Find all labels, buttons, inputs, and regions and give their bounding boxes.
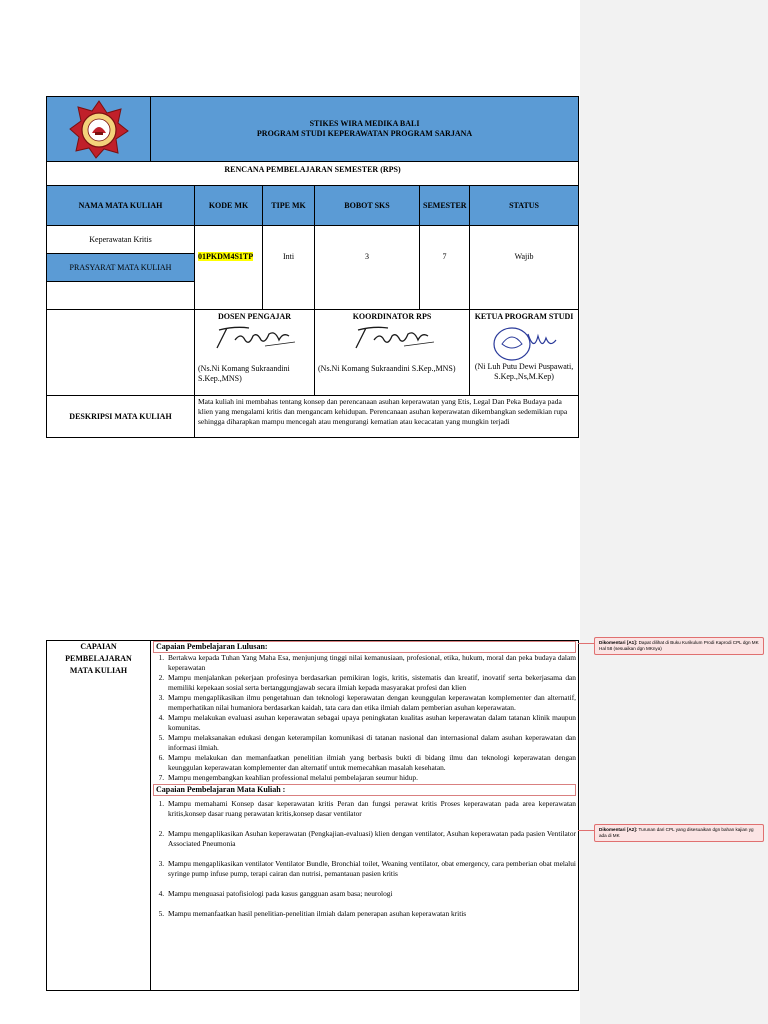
koordinator-cell [315, 310, 470, 396]
col-tipe-mk: TIPE MK [263, 186, 315, 226]
cpmk-item: 2. Mampu mengaplikasikan Asuhan keperawatan (Pengkajian-evaluasi) klien dengan ventilator, Asuhan keperawatan pada pasien Ventilator Associated Pneumonia [166, 829, 576, 849]
dosen-cell [195, 310, 315, 396]
program-name: PROGRAM STUDI KEPERAWATAN PROGRAM SARJANA [256, 129, 473, 138]
cpl-item: 6. Mampu melakukan dan memanfaatkan penelitian ilmiah yang berbasis bukti di bidang ilmu dan teknologi keperawatan dengan keunggulan keperawatan komplementer dan alternatif untuk memecahkan masalah kesehatan. [166, 753, 576, 773]
course-type: Inti [263, 226, 315, 310]
document-title: RENCANA PEMBELAJARAN SEMESTER (RPS) [47, 162, 579, 186]
ketua-name: (Ni Luh Putu Dewi Puspawati, S.Kep.,Ns,M.Kep) [474, 362, 574, 381]
cpl-item: 1. Bertakwa kepada Tuhan Yang Maha Esa, menjunjung tinggi nilai kemanusiaan, profesional, etika, hukum, moral dan peka budaya dalam keperawatan [166, 653, 576, 673]
course-code: 01PKDM4S1TP [198, 251, 254, 261]
cpl-item: 5. Mampu melaksanakan edukasi dengan keterampilan komunikasi di tatanan nasional dan internasional dalam asuhan keperawatan dan informasi ilmiah. [166, 733, 576, 753]
comment-connector-a2 [578, 830, 594, 831]
cpmk-list [153, 799, 576, 919]
cpmk-item: 5. Mampu memanfaatkan hasil penelitian-penelitian ilmiah dalam penerapan asuhan keperawatan kritis [166, 909, 576, 919]
comment-sidebar [580, 0, 768, 1024]
comment-connector-a1 [578, 643, 594, 644]
rps-header-table [46, 96, 578, 438]
dosen-name: (Ns.Ni Komang Sukraandini S.Kep.,MNS) [198, 364, 290, 383]
koordinator-name: (Ns.Ni Komang Sukraandini S.Kep.,MNS) [318, 364, 456, 373]
prasyarat-value [47, 282, 195, 310]
comment-a1-label: Dikomentari [A1]: [599, 640, 638, 645]
comment-a1-text: Dapat dilihat di Buku Kurikulum Prodi Kaprodi CPL dgn MK Hal 58 (sesuaikan dgn MKnya) [599, 640, 759, 651]
cpmk-heading: Capaian Pembelajaran Mata Kuliah : [153, 784, 576, 796]
ketua-cell [470, 310, 579, 396]
col-kode-mk: KODE MK [195, 186, 263, 226]
signature-blank [47, 310, 195, 396]
cpl-item: 2. Mampu menjalankan pekerjaan profesinya berdasarkan pemikiran logis, kritis, sistematis dan kreatif, inovatif serta bekerjasama dan memiliki kepekaan sosial serta bertanggungjawab secara ilmiah kepada masyarakat profesi dan klien [166, 673, 576, 693]
cpmk-item: 1. Mampu memahami Konsep dasar keperawatan kritis Peran dan fungsi perawat kritis Proses keperawatan pada area keperawatan kritis,konsep dasar ruang perawatan kritis,konsep dasar ventilator [166, 799, 576, 819]
comment-a1[interactable] [594, 637, 764, 655]
cpl-heading: Capaian Pembelajaran Lulusan: [153, 641, 576, 653]
institution-name: STIKES WIRA MEDIKA BALI [309, 119, 420, 128]
col-status: STATUS [470, 186, 579, 226]
koordinator-signature [342, 322, 442, 352]
course-semester: 7 [420, 226, 470, 310]
col-nama-mata-kuliah: NAMA MATA KULIAH [47, 186, 195, 226]
comment-a2[interactable] [594, 824, 764, 842]
institution-heading [151, 97, 579, 162]
capaian-content [151, 641, 579, 991]
course-name: Keperawatan Kritis [47, 226, 195, 254]
cpmk-item: 3. Mampu mengaplikasikan ventilator Ventilator Bundle, Bronchial toilet, Weaning ventilator, obat emergency, cara pemberian obat melalui syringe pump infuse pump, terapi cairan dan nutrisi, pemantauan pasien kritis [166, 859, 576, 879]
comment-a2-text: Turunan dari CPL yang disesuaikan dgn bahan kajian yg ada di MK [599, 827, 754, 838]
course-status: Wajib [470, 226, 579, 310]
cpmk-item: 4. Mampu menguasai patofisiologi pada kasus gangguan asam basa; neurologi [166, 889, 576, 899]
capaian-table [46, 640, 578, 991]
comment-a2-label: Dikomentari [A2]: [599, 827, 638, 832]
cpl-item: 7. Mampu mengembangkan keahlian professional melalui pembelajaran seumur hidup. [166, 773, 576, 783]
dosen-label: DOSEN PENGAJAR [217, 312, 292, 321]
cpl-item: 4. Mampu melakukan evaluasi asuhan keperawatan sebagai upaya peningkatan kualitas asuhan keperawatan dalam tatanan klinik maupun komunitas. [166, 713, 576, 733]
course-sks: 3 [315, 226, 420, 310]
cpl-item: 3. Mampu mengaplikasikan ilmu pengetahuan dan teknologi keperawatan dengan keunggulan keperawatan komplementer dan alternatif, memperhatikan nilai humaniora berdasarkan kaidah, tata cara dan etika ilmiah dalam pemberian asuhan keperawatan. [166, 693, 576, 713]
cpl-list [153, 653, 576, 783]
institution-logo [68, 99, 130, 159]
deskripsi-label: DESKRIPSI MATA KULIAH [47, 396, 195, 438]
koordinator-label: KOORDINATOR RPS [352, 312, 432, 321]
col-semester: SEMESTER [420, 186, 470, 226]
ketua-label: KETUA PROGRAM STUDI [474, 312, 574, 321]
prasyarat-label: PRASYARAT MATA KULIAH [47, 254, 195, 282]
capaian-label: CAPAIAN PEMBELAJARAN MATA KULIAH [47, 641, 151, 991]
logo-cell [47, 97, 151, 162]
deskripsi-text: Mata kuliah ini membahas tentang konsep dan perencanaan asuhan keperawatan yang Etis, Legal Dan Peka Budaya pada klien yang mengalami kritis dan mengancam kehidupan. Perencanaan asuhan keperawatan dikembangkan sedemikian rupa sehingga diharapkan mampu mencegah atau mengurangi kematian atau kecacatan yang mungkin terjadi [195, 396, 579, 438]
dosen-signature [205, 322, 305, 352]
ketua-stamp-signature [484, 322, 564, 362]
col-bobot-sks: BOBOT SKS [315, 186, 420, 226]
course-code-cell [195, 226, 263, 310]
